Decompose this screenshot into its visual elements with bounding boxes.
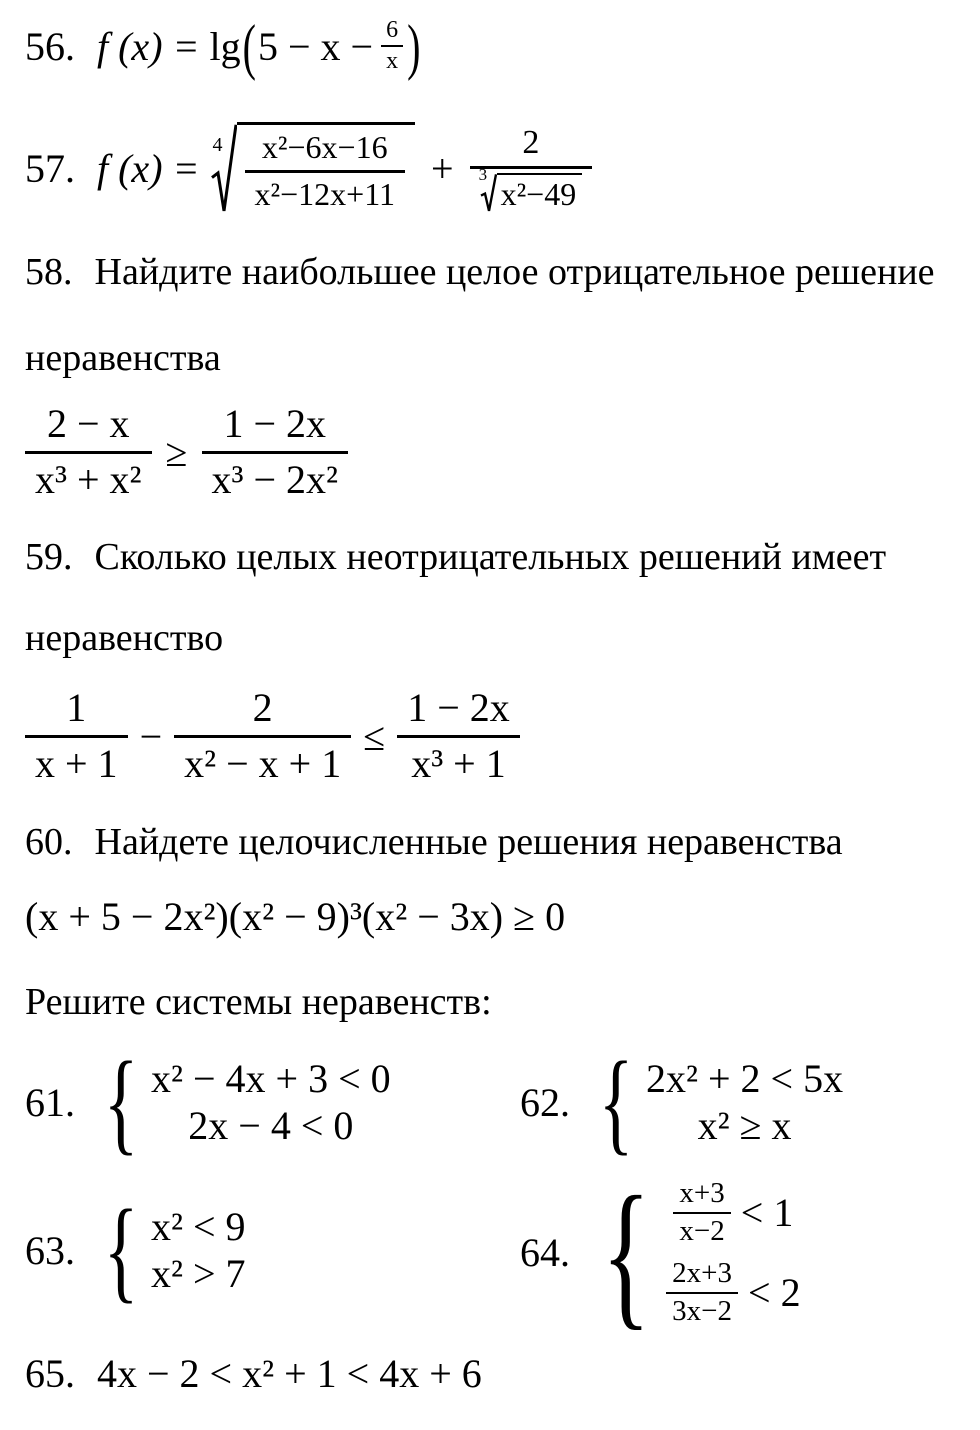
statement-text: Сколько целых неотрицательных решений имеет (94, 536, 887, 578)
denominator: 3x−2 (672, 1294, 733, 1327)
inequality-row: x² − 4x + 3 < 0 (151, 1055, 391, 1101)
fraction (202, 402, 349, 503)
inequality-row: 2x − 4 < 0 (188, 1103, 354, 1148)
problem-59-number: 59. (25, 536, 73, 578)
problem-63-number: 63. (25, 1227, 75, 1273)
problem-58-text-line1 (25, 250, 935, 294)
fraction (245, 130, 406, 213)
problem-58-text-line2 (25, 336, 221, 380)
open-paren: ( (242, 11, 256, 82)
denominator: x² − x + 1 (184, 740, 342, 786)
numerator: 2 (174, 686, 351, 738)
system-of-inequalities (97, 1037, 391, 1166)
numerator: 1 (25, 686, 128, 738)
formula-text: (x + 5 − 2x²)(x² − 9)³(x² − 3x) ≥ 0 (25, 894, 566, 939)
problem-60-text (25, 820, 843, 864)
relation-symbol: < 2 (748, 1270, 801, 1316)
systems-header (25, 980, 492, 1024)
left-brace: { (598, 1037, 634, 1166)
problem-59-inequality (25, 686, 520, 787)
problem-60-number: 60. (25, 821, 73, 863)
denominator: x−2 (679, 1214, 725, 1247)
problem-61 (25, 1037, 391, 1166)
system-rows (151, 1203, 246, 1297)
log-function: lg (209, 23, 241, 69)
radical-sign-icon (210, 122, 237, 215)
fraction (666, 1258, 738, 1328)
relation-symbol: < 1 (740, 1190, 794, 1236)
fraction (673, 1178, 730, 1248)
denominator: x²−12x+11 (254, 175, 395, 212)
system-rows (646, 1055, 843, 1149)
problem-56-number: 56. (25, 23, 75, 69)
statement-text: неравенства (25, 337, 221, 379)
numerator: 1 − 2x (202, 402, 349, 454)
statement-text: Найдете целочисленные решения неравенства (94, 821, 843, 863)
denominator: x (386, 48, 399, 75)
function-notation: f (x) = (97, 23, 200, 69)
problem-63 (25, 1185, 246, 1314)
numerator: 6 (381, 18, 403, 47)
fraction (381, 18, 403, 74)
denominator: x + 1 (35, 740, 118, 786)
numerator: 2 (470, 124, 593, 169)
root-index: 4 (212, 134, 223, 156)
plus-operator: + (431, 145, 454, 191)
fraction (25, 686, 128, 787)
problem-57 (25, 122, 592, 215)
system-rows (151, 1055, 391, 1149)
problem-64-number: 64. (520, 1230, 570, 1276)
problem-65-number: 65. (25, 1351, 75, 1396)
inequality-row (666, 1258, 800, 1328)
denominator (470, 164, 593, 213)
root-index: 3 (478, 164, 488, 184)
problem-58-inequality (25, 402, 348, 503)
left-brace: { (103, 1037, 139, 1166)
formula-text: 4x − 2 < x² + 1 < 4x + 6 (97, 1351, 482, 1396)
statement-text: неравенство (25, 617, 224, 659)
header-text: Решите системы неравенств: (25, 981, 492, 1023)
problem-62 (520, 1037, 844, 1166)
minus-operator: − (139, 713, 163, 759)
function-notation: f (x) = (97, 145, 200, 191)
left-brace: { (601, 1161, 651, 1344)
statement-text: Найдите наибольшее целое отрицательное решение (94, 251, 935, 293)
left-brace: { (103, 1185, 139, 1314)
denominator: x³ + x² (35, 456, 142, 502)
relation-symbol: ≤ (363, 713, 386, 759)
cube-root (478, 164, 583, 213)
problem-61-number: 61. (25, 1079, 75, 1125)
problem-56 (25, 11, 422, 82)
radical-sign-icon (480, 173, 497, 213)
relation-symbol: ≥ (165, 429, 188, 475)
denominator: x³ − 2x² (211, 456, 339, 502)
expression: 5 − x − (257, 23, 374, 69)
numerator: x+3 (673, 1178, 730, 1214)
fourth-root (210, 122, 416, 215)
system-of-inequalities (592, 1161, 801, 1344)
fraction (397, 686, 520, 787)
inequality-row: x² < 9 (151, 1203, 246, 1249)
problem-64 (520, 1161, 801, 1344)
inequality-row: 2x² + 2 < 5x (646, 1055, 844, 1101)
problem-58-number: 58. (25, 251, 73, 293)
numerator: x²−6x−16 (245, 130, 406, 173)
radicand (237, 122, 416, 215)
problem-60-inequality (25, 893, 565, 940)
numerator: 2x+3 (666, 1258, 738, 1294)
problem-62-number: 62. (520, 1079, 570, 1125)
denominator: x³ + 1 (411, 740, 506, 786)
numerator: 1 − 2x (397, 686, 520, 738)
fraction (470, 124, 593, 213)
fraction (174, 686, 351, 787)
system-rows (666, 1178, 800, 1328)
system-of-inequalities (97, 1185, 246, 1314)
inequality-row: x² ≥ x (697, 1103, 792, 1148)
close-paren: ) (407, 11, 421, 82)
inequality-row: x² > 7 (151, 1251, 246, 1296)
system-of-inequalities (592, 1037, 844, 1166)
problem-57-number: 57. (25, 145, 75, 191)
numerator: 2 − x (25, 402, 152, 454)
problem-59-text-line2 (25, 616, 223, 660)
problem-65 (25, 1350, 482, 1397)
fraction (25, 402, 152, 503)
radicand: x²−49 (497, 173, 583, 213)
inequality-row (673, 1178, 793, 1248)
problem-59-text-line1 (25, 535, 886, 579)
